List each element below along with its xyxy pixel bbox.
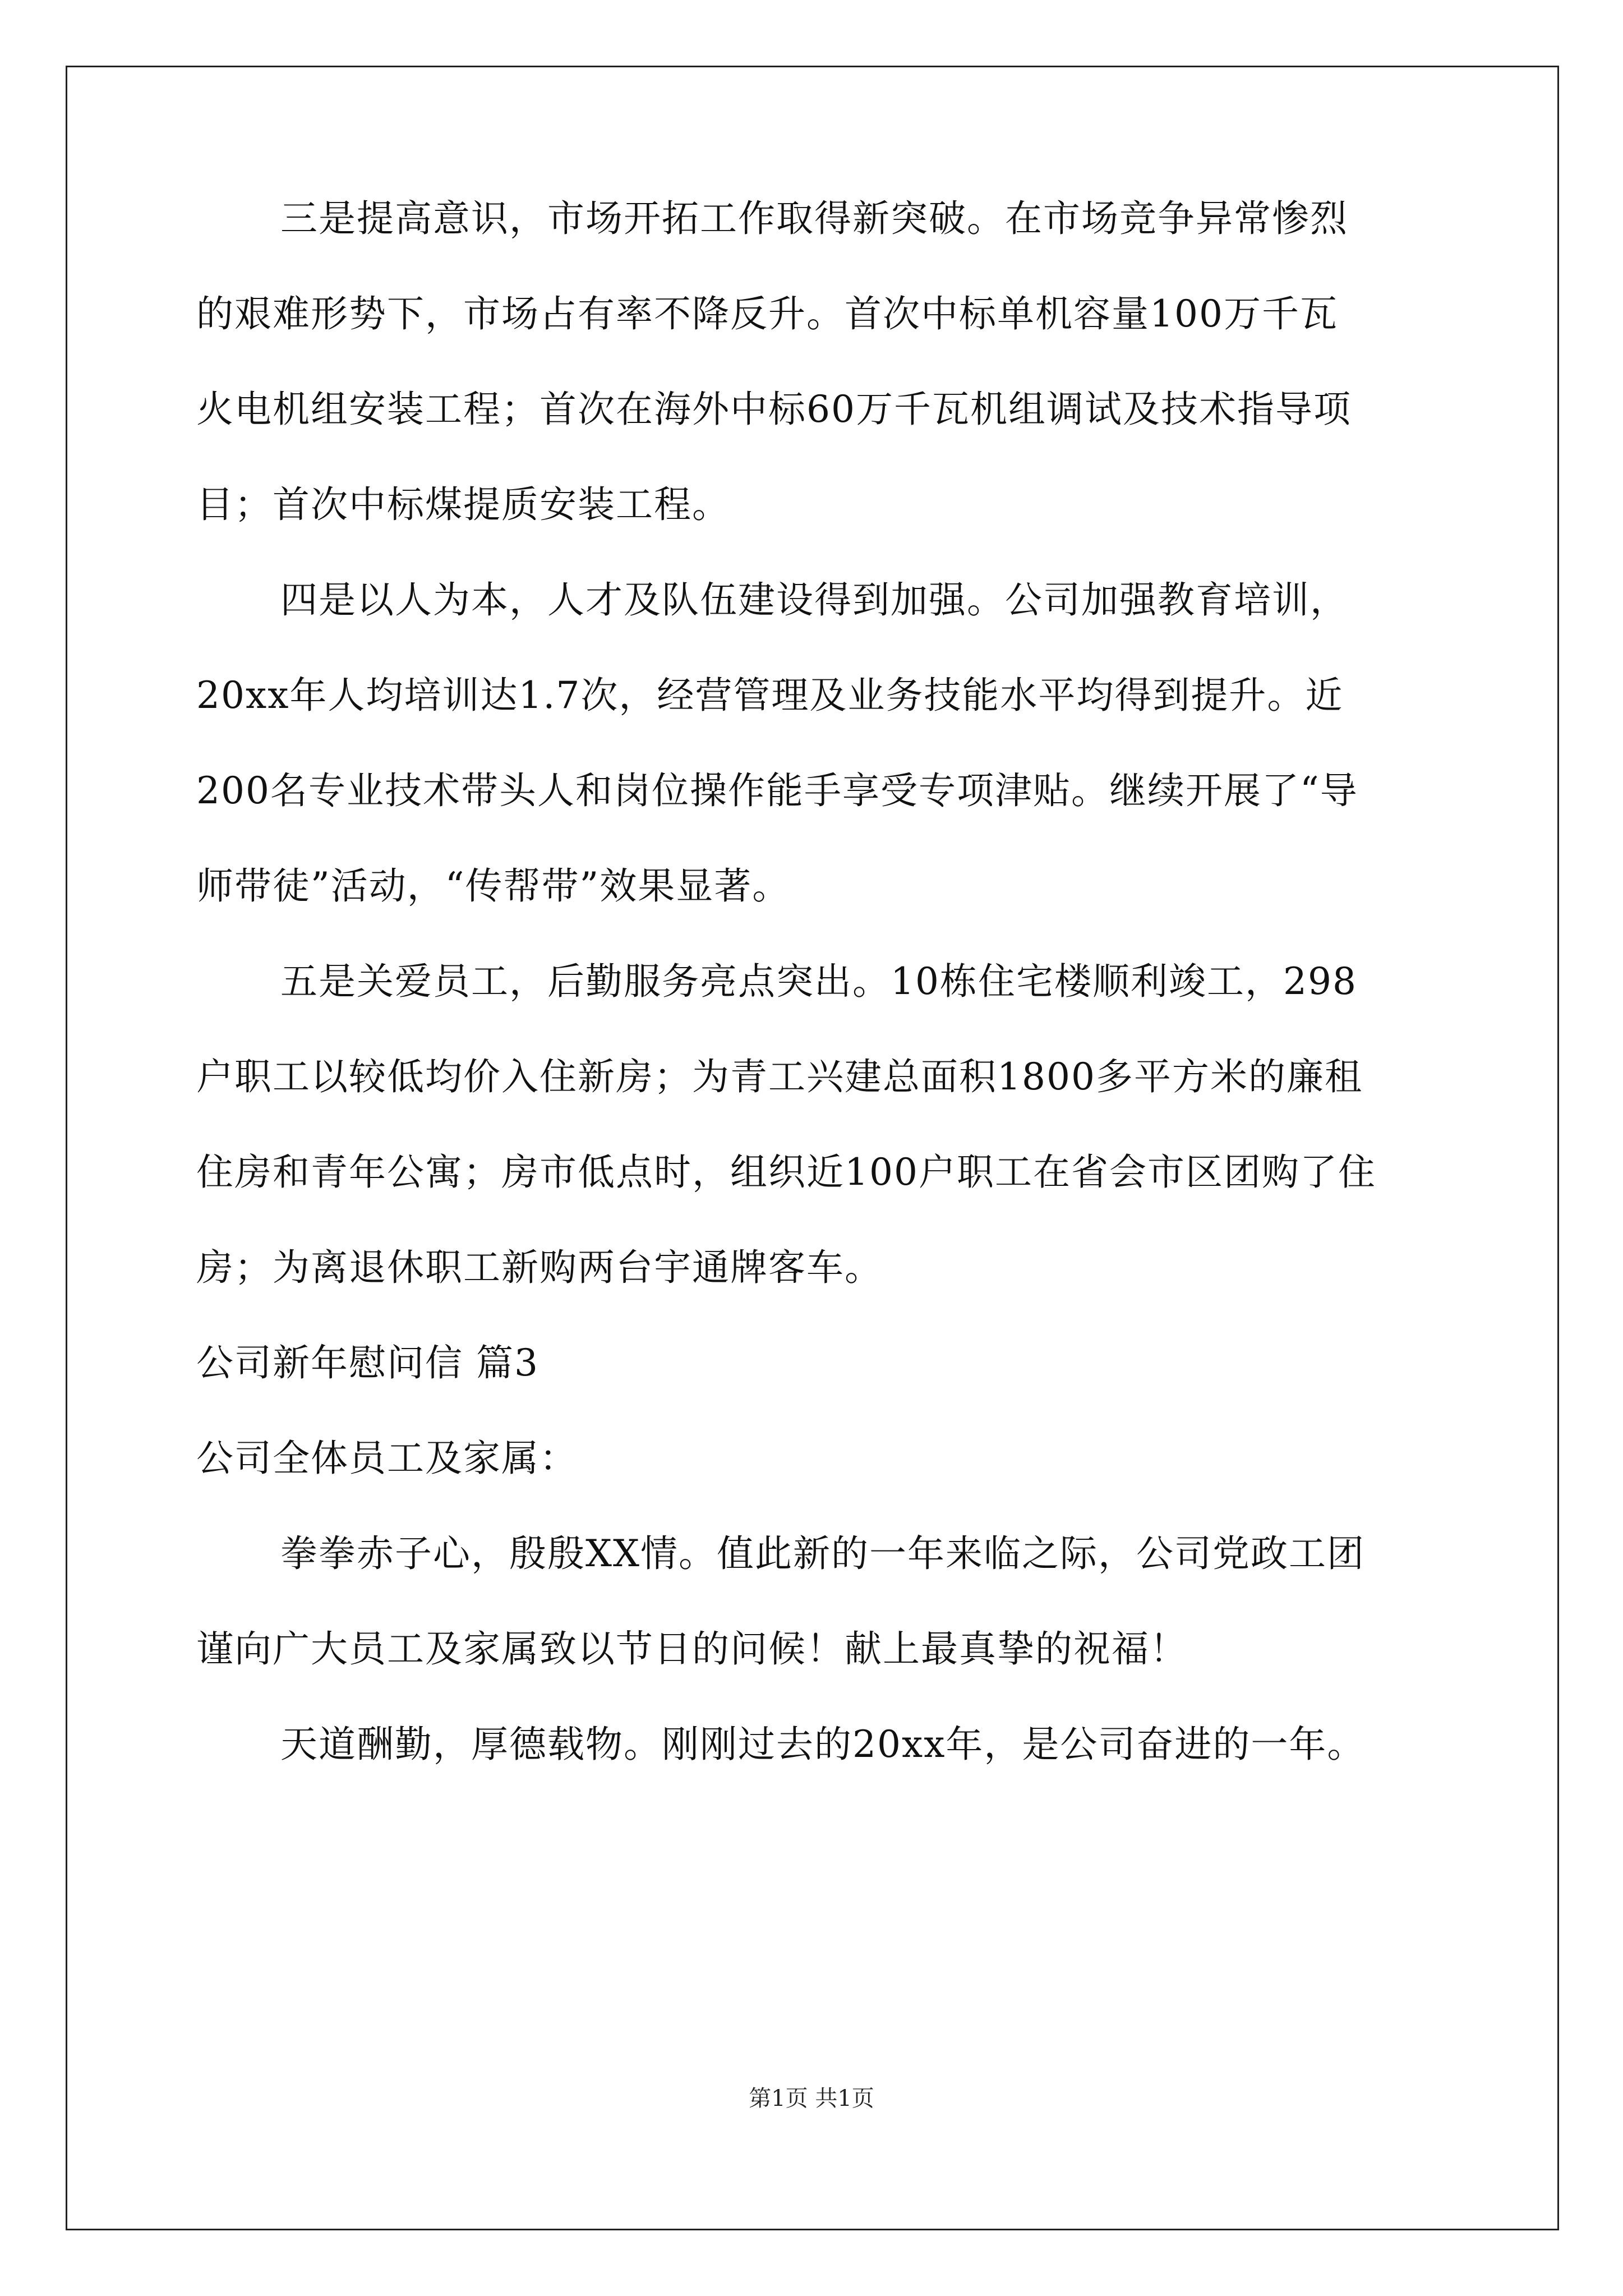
letter-paragraph-1-line-1: 拳拳赤子心，殷殷XX情。值此新的一年来临之际，公司党政工团 (280, 1532, 1365, 1575)
paragraph-5-line-4: 房；为离退休职工新购两台宇通牌客车。 (196, 1246, 883, 1289)
letter-paragraph-1-line-2: 谨向广大员工及家属致以节日的问候！献上最真挚的祝福！ (196, 1627, 1188, 1671)
letter-paragraph-2-line-1: 天道酬勤，厚德载物。刚刚过去的20xx年，是公司奋进的一年。 (280, 1723, 1366, 1766)
paragraph-3-line-4: 目；首次中标煤提质安装工程。 (196, 483, 730, 526)
paragraph-5-line-1: 五是关爱员工，后勤服务亮点突出。10栋住宅楼顺利竣工，298 (280, 960, 1357, 1003)
paragraph-5-line-3: 住房和青年公寓；房市低点时，组织近100户职工在省会市区团购了住 (196, 1151, 1376, 1194)
paragraph-4-line-1: 四是以人为本，人才及队伍建设得到加强。公司加强教育培训， (280, 578, 1348, 622)
paragraph-5-line-2: 户职工以较低均价入住新房；为青工兴建总面积1800多平方米的廉租 (196, 1055, 1363, 1098)
section-heading: 公司新年慰问信 篇3 (196, 1341, 539, 1384)
paragraph-4-line-3: 200名专业技术带头人和岗位操作能手享受专项津贴。继续开展了“导 (196, 769, 1358, 812)
salutation: 公司全体员工及家属： (196, 1437, 578, 1480)
page-number-footer: 第1页 共1页 (749, 2086, 874, 2111)
paragraph-3-line-1: 三是提高意识，市场开拓工作取得新突破。在市场竞争异常惨烈 (280, 197, 1348, 240)
paragraph-3-line-3: 火电机组安装工程；首次在海外中标60万千瓦机组调试及技术指导项 (196, 388, 1352, 431)
paragraph-4-line-2: 20xx年人均培训达1.7次，经营管理及业务技能水平均得到提升。近 (196, 674, 1344, 717)
paragraph-4-line-4: 师带徒”活动，“传帮带”效果显著。 (196, 864, 791, 908)
paragraph-3-line-2: 的艰难形势下，市场占有率不降反升。首次中标单机容量100万千瓦 (196, 292, 1338, 335)
